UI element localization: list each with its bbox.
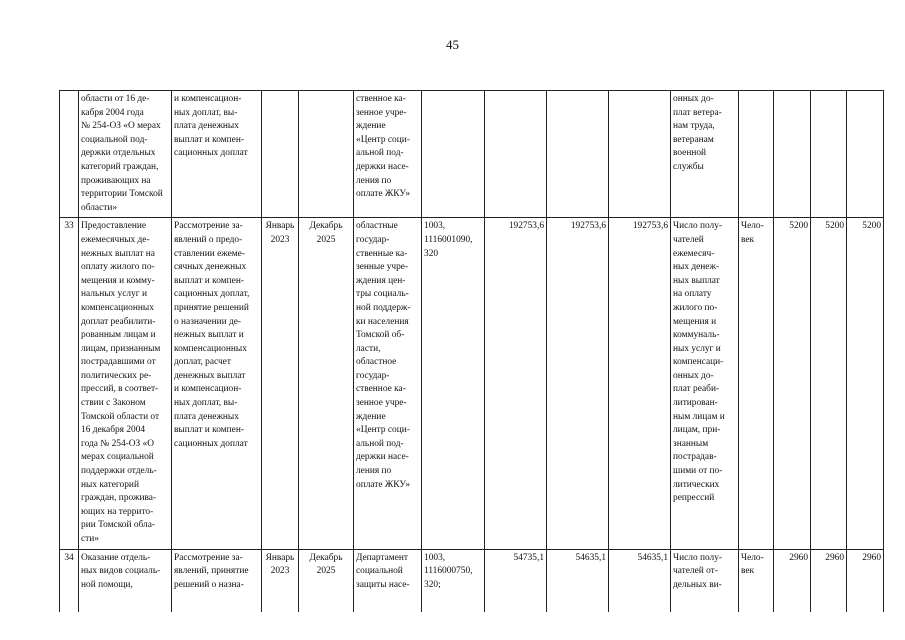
cell-indicator: Число полу- чателей от- дельных ви- [671,549,739,612]
page-number: 45 [446,37,459,52]
cell-indicator: Число полу- чателей ежемесяч- ных денеж- ных выплат на оплату жилого по- мещения и коммуналь- ных услуг и компенсаци- онных до- плат реаби- литирован- ным лицам и лицам, при- знанным пострадав- шими от по- литических репрессий [671,218,739,549]
cell-indicator-2024: 5200 [811,218,847,549]
cell-executor: областные государ- ственные ка- зенные учре- ждения цен- тры социаль- ной поддерж- ки населения Томской об- ласти, областное государ- ственное ка- зенное учре- ждение «Центр соци- альной под- держки насе- ления по оплате ЖКУ» [354,218,422,549]
cell-budget-code: 1003, 1116000750, 320; [422,549,485,612]
cell-indicator-2025: 2960 [847,549,884,612]
cell-unit: Чело- век [739,549,774,612]
cell-funding-2024 [547,91,609,218]
cell-unit: Чело- век [739,218,774,549]
cell-actions: Рассмотрение за- явлений, принятие решений о назна- [172,549,262,612]
cell-funding-2025 [609,91,671,218]
cell-start-date: Январь 2023 [262,218,299,549]
cell-event: Оказание отдель- ных видов социаль- ной помощи, [79,549,172,612]
cell-start-date [262,91,299,218]
cell-indicator: онных до- плат ветера- нам труда, ветеранам военной службы [671,91,739,218]
cell-indicator-2023: 5200 [774,218,811,549]
cell-number: 34 [60,549,79,612]
cell-end-date: Декабрь 2025 [299,549,354,612]
cell-end-date: Декабрь 2025 [299,218,354,549]
cell-number: 33 [60,218,79,549]
cell-executor: ственное ка- зенное учре- ждение «Центр соци- альной под- держки насе- ления по оплате ЖКУ» [354,91,422,218]
cell-indicator-2023: 2960 [774,549,811,612]
cell-funding-2024: 192753,6 [547,218,609,549]
cell-funding-2023: 192753,6 [485,218,547,549]
cell-indicator-2023 [774,91,811,218]
cell-unit [739,91,774,218]
cell-indicator-2025: 5200 [847,218,884,549]
cell-indicator-2024: 2960 [811,549,847,612]
cell-funding-2023: 54735,1 [485,549,547,612]
cell-funding-2025: 54635,1 [609,549,671,612]
cell-actions: Рассмотрение за- явлений о предо- ставлении ежеме- сячных денежных выплат и компен- сационных доплат, принятие решений о назначении де- нежных выплат и компенсационных доплат, расчет денежных выплат и компенсацион- ных доплат, вы- плата денежных выплат и компен- сационных доплат [172,218,262,549]
cell-actions: и компенсацион- ных доплат, вы- плата денежных выплат и компен- сационных доплат [172,91,262,218]
cell-executor: Департамент социальной защиты насе- [354,549,422,612]
table-row-33 [60,218,884,549]
cell-number [60,91,79,218]
cell-end-date [299,91,354,218]
cell-event: Предоставление ежемесячных де- нежных выплат на оплату жилого по- мещения и комму- нальных услуг и компенсационных доплат реабилити- рованным лицам и лицам, признанным пострадавшими от политических ре- прессий, в соответ- ствии с Законом Томской области от 16 декабря 2004 года № 254-ОЗ «О мерах социальной поддержки отдель- ных категорий граждан, прожива- ющих на террито- рии Томской обла- сти» [79,218,172,549]
cell-funding-2023 [485,91,547,218]
cell-funding-2024: 54635,1 [547,549,609,612]
cell-event: области от 16 де- кабря 2004 года № 254-ОЗ «О мерах социальной под- держки отдельных категорий граждан, проживающих на территории Томской области» [79,91,172,218]
cell-indicator-2024 [811,91,847,218]
cell-budget-code: 1003, 1116001090, 320 [422,218,485,549]
cell-indicator-2025 [847,91,884,218]
cell-budget-code [422,91,485,218]
program-activities-table [59,90,884,612]
table-row-34 [60,549,884,612]
cell-funding-2025: 192753,6 [609,218,671,549]
cell-start-date: Январь 2023 [262,549,299,612]
table-row-continuation [60,91,884,218]
